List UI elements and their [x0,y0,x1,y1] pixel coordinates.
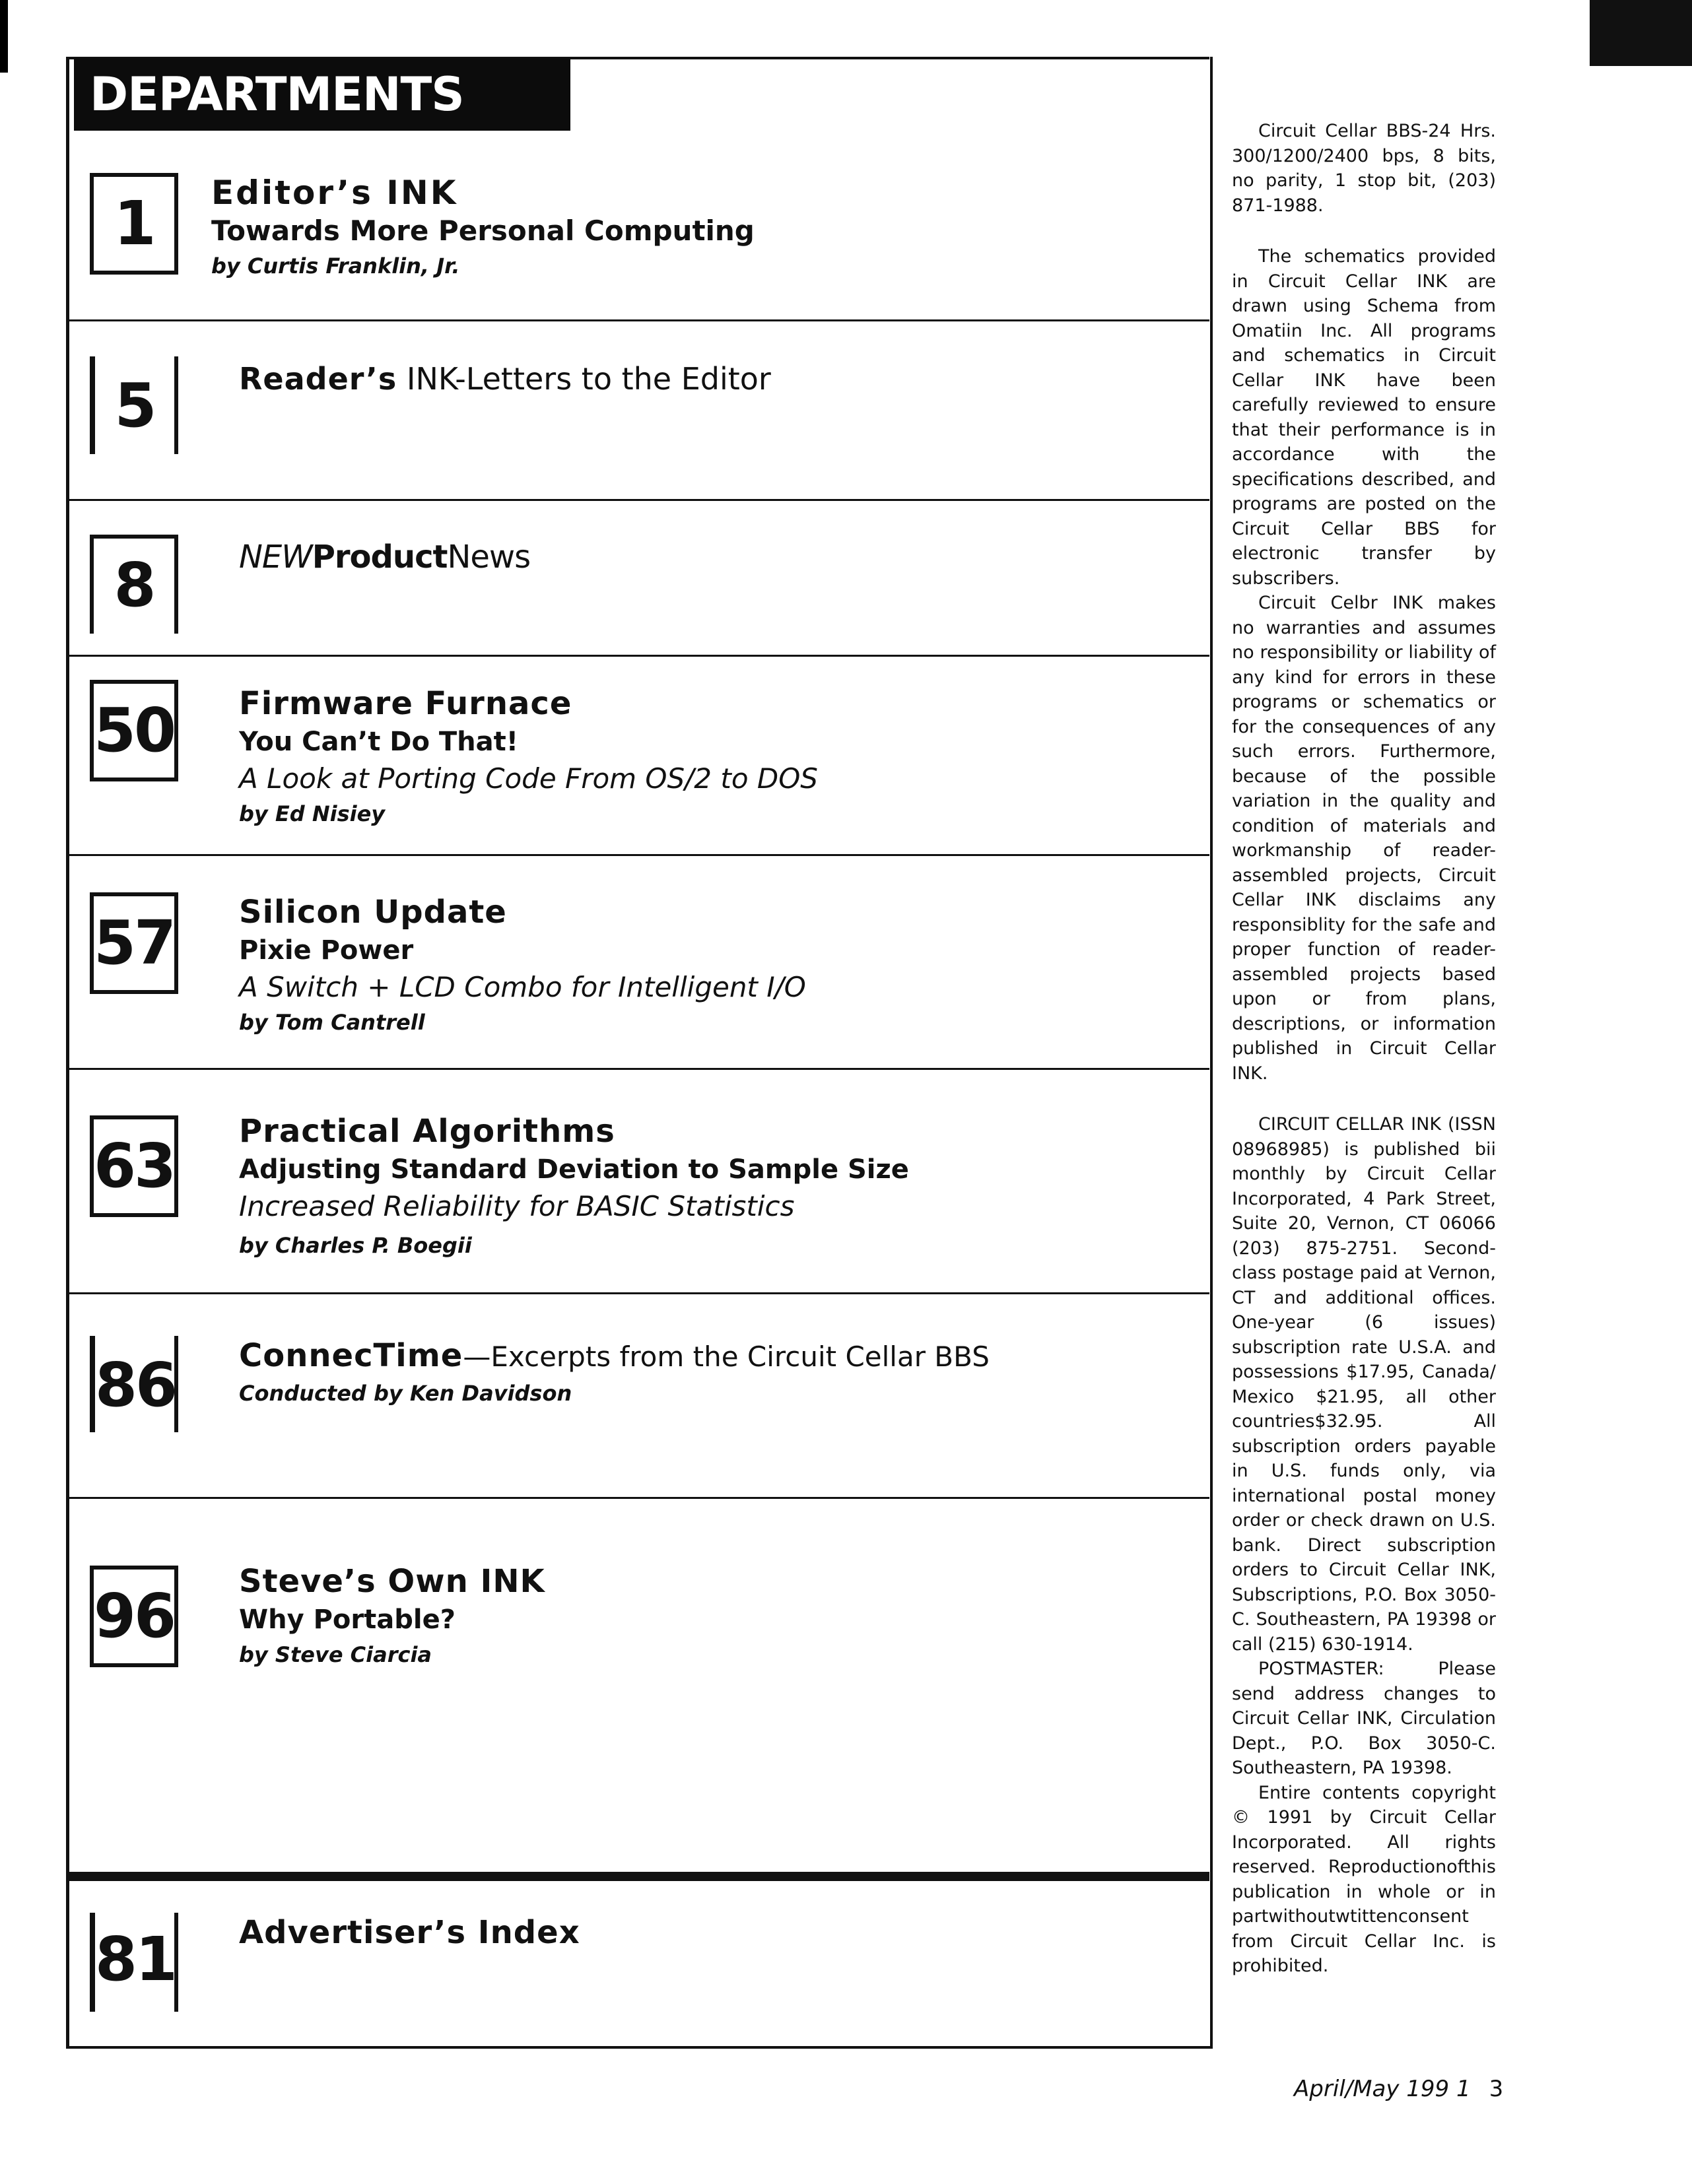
entry-title: Product [312,539,448,576]
page-number: 3 [1489,2076,1504,2102]
entry-byline: Conducted by Ken Davidson [239,1381,572,1406]
entry-divider [66,499,1209,501]
page-number-box: 63 [90,1115,178,1217]
entry-title-rest: INK-Letters to the Editor [397,361,771,397]
entry-divider [66,1292,1209,1294]
entry-title: Practical Algorithms [239,1113,615,1150]
entry-byline: by Ed Nisiey [239,801,386,826]
entry-subtitle: Adjusting Standard Deviation to Sample Size [239,1154,909,1185]
entry-subtitle: Pixie Power [239,935,414,966]
entry-title: Steve’s Own INK [239,1563,545,1600]
entry-title: Editor’s INK [211,174,458,212]
entry-subtitle: Towards More Personal Computing [211,215,755,247]
entry-description: A Switch + LCD Combo for Intelligent I/O [239,971,806,1003]
postmaster-notice: POSTMASTER: Please send address changes to Circuit Cellar INK, Circulation Dept., P.O. Box 3050-C. Southeastern, PA 19398. [1232,1659,1496,1778]
page-number-box: 8 [90,535,178,634]
copyright-notice: Entire contents copyright © 1991 by Circuit Cellar Incorporated. All rights reserved. Reproductionofthis publication in whole or in partwithoutwtittenconsent from Circuit Cellar Inc. is prohibited. [1232,1782,1496,1976]
publication-info: CIRCUIT CELLAR INK (ISSN 08968985) is published bii monthly by Circuit Cellar Incorporated, 4 Park Street, Suite 20, Vernon, CT 06066 (203) 875-2751. Second-class postage paid at Vernon, CT and additional offices. One-year (6 issues) subscription rate U.S.A. and possessions $17.95, Canada/ Mexico $21.95, all other countries$32.95. All subscription orders payable in U.S. funds only, via international postal money order or check drawn on U.S. bank. Direct subscription orders to Circuit Cellar INK, Subscriptions, P.O. Box 3050-C. Southeastern, PA 19398 or call (215) 630-1914. [1232,1114,1496,1655]
entry-title-prefix: NEW [239,539,312,576]
departments-box [66,57,1213,2049]
page-edge-mark [0,0,8,73]
page-number-box: 1 [90,173,178,275]
page-number-box: 50 [90,680,178,781]
departments-heading: DEPARTMENTS [74,58,570,131]
entry-divider [66,854,1209,856]
warranty-disclaimer: Circuit Celbr INK makes no warranties and assumes no responsibility or liability of any kind for errors in these programs or schematics or for the consequences of any such errors. Furthermore, because of the possible variation in the quality and condition of materials and workmanship of reader-assembled projects, Circuit Cellar INK disclaims any responsiblity for the safe and proper function of reader-assembled projects based upon or from plans, descriptions, or information published in Circuit Cellar INK. [1232,593,1496,1084]
issue-date: April/May 199 1 [1294,2076,1471,2102]
masthead-sidebar [1232,119,1496,1979]
page-number-box: 81 [90,1913,178,2012]
entry-title: Firmware Furnace [239,685,572,722]
page-footer [1294,2076,1503,2102]
entry-subtitle: You Can’t Do That! [239,727,518,757]
schematics-notice: The schematics provided in Circuit Cellar INK are drawn using Schema from Omatiin Inc. All programs and schematics in Circuit Cellar INK have been carefully reviewed to ensure that their performance is in accordance with the specifications described, and programs are posted on the Circuit Cellar BBS for electronic transfer by subscribers. [1232,246,1496,589]
page-number-box: 96 [90,1566,178,1667]
entry-divider [66,319,1209,321]
entry-byline: by Curtis Franklin, Jr. [211,253,460,279]
entry-divider [66,1497,1209,1499]
entry-byline: by Charles P. Boegii [239,1233,472,1258]
entry-description: Increased Reliability for BASIC Statistics [239,1190,795,1222]
page-number-box: 5 [90,356,178,454]
page-number-box: 57 [90,892,178,994]
entry-byline: by Steve Ciarcia [239,1642,432,1667]
entry-subtitle: Why Portable? [239,1605,456,1635]
entry-title-rest: News [447,539,531,576]
entry-description: A Look at Porting Code From OS/2 to DOS [239,762,818,795]
entry-title: Silicon Update [239,894,507,931]
advertiser-section-rule [66,1872,1209,1881]
entry-title: Reader’s [239,361,397,397]
page-number-box: 86 [90,1336,178,1432]
entry-divider [66,1068,1209,1070]
bbs-info: Circuit Cellar BBS-24 Hrs. 300/1200/2400 bps, 8 bits, no parity, 1 stop bit, (203) 871-1988. [1232,121,1496,216]
corner-scan-mark [1590,0,1692,66]
entry-divider [66,655,1209,657]
entry-title-rest: —Excerpts from the Circuit Cellar BBS [463,1340,990,1373]
entry-byline: by Tom Cantrell [239,1010,425,1035]
entry-title: ConnecTime [239,1337,463,1374]
entry-title: Advertiser’s Index [239,1914,580,1951]
